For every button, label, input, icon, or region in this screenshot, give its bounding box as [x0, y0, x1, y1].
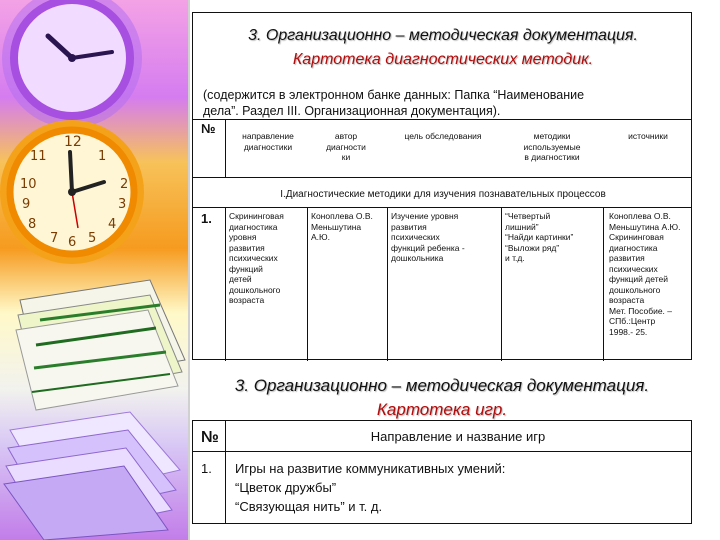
- cell-line: СПб.:Центр: [609, 316, 656, 326]
- storage-note-line1: (содержится в электронном банке данных: Папка “Наименование: [203, 88, 585, 102]
- row-author: [311, 211, 385, 243]
- svg-text:11: 11: [30, 149, 47, 164]
- cell-line: функций детей: [609, 274, 668, 284]
- cell-line: дошкольника: [391, 253, 444, 263]
- games-subtitle: Картотека игр.: [376, 400, 508, 419]
- svg-text:10: 10: [20, 177, 37, 192]
- row-direction: [229, 211, 305, 306]
- cell-line: диагностика: [229, 221, 278, 232]
- diagnostics-card-frame: [192, 12, 692, 360]
- cell-line: возраста: [609, 295, 645, 305]
- games-row-line2: “Цветок дружбы”: [235, 480, 337, 495]
- cell-line: развития: [609, 253, 645, 263]
- cell-line: лишний”: [505, 221, 539, 232]
- svg-text:9: 9: [22, 197, 31, 212]
- cell-line: возраста: [229, 295, 265, 305]
- cell-line: дошкольного: [609, 284, 661, 295]
- cell-line: А.Ю.: [311, 232, 330, 242]
- table-rule: [225, 207, 226, 361]
- cell-line: Меньшутина: [311, 221, 362, 232]
- storage-note-line2: дела”. Раздел III. Организационная документация).: [203, 104, 501, 118]
- cell-line: функций: [229, 263, 263, 274]
- cell-line: Коноплева О.В.: [311, 211, 373, 221]
- games-table: [192, 420, 692, 524]
- book-stack-icon: [4, 412, 180, 540]
- doc-subtitle: Картотека диагностических методик.: [292, 51, 594, 68]
- table-rule: [225, 119, 226, 177]
- slide-divider: [188, 0, 190, 540]
- purple-clock-icon: [2, 0, 142, 128]
- row-sources: [609, 211, 691, 337]
- table-rule: [387, 207, 388, 361]
- table-rule: [501, 207, 502, 361]
- cell-line: детей: [229, 274, 252, 284]
- cell-line: психических: [609, 263, 658, 274]
- table-rule: [307, 207, 308, 361]
- section-title: I.Диагностические методики для изучения познавательных процессов: [280, 189, 606, 200]
- cell-line: Коноплева О.В.: [609, 211, 671, 221]
- paper-stack-icon: [16, 280, 185, 410]
- cell-line: функций ребенка -: [391, 242, 465, 253]
- cell-line: 1998.- 25.: [609, 326, 648, 337]
- cell-line: психических: [391, 232, 440, 242]
- cell-line: уровня: [229, 232, 257, 242]
- storage-note: [203, 87, 683, 119]
- doc-title: 3. Организационно – методическая документация.: [248, 27, 638, 44]
- header-num: №: [201, 121, 216, 136]
- svg-text:4: 4: [108, 217, 117, 232]
- decorative-photo-strip: [0, 0, 190, 540]
- table-rule: [193, 451, 691, 452]
- cell-line: Мет. Пособие. –: [609, 305, 672, 316]
- games-header-num: №: [201, 429, 219, 446]
- row-num: 1.: [201, 211, 212, 226]
- table-rule: [193, 177, 691, 178]
- header-methods: методики используемые в диагностики: [523, 131, 581, 162]
- table-rule: [193, 207, 691, 208]
- cell-line: и т.д.: [505, 253, 525, 263]
- cell-line: “Выложи ряд”: [505, 242, 560, 253]
- row-goal: [391, 211, 499, 264]
- cell-line: развития: [229, 242, 265, 253]
- cell-line: диагностика: [609, 242, 658, 253]
- games-title: 3. Организационно – методическая документация.: [234, 376, 650, 395]
- orange-clock-icon: [0, 120, 144, 264]
- header-direction: направление диагностики: [242, 131, 294, 152]
- games-header-name: Направление и название игр: [370, 429, 546, 444]
- header-goal: цель обследования: [404, 131, 482, 141]
- cell-line: дошкольного: [229, 284, 281, 295]
- header-sources: источники: [628, 131, 668, 141]
- cell-line: Скрининговая: [229, 211, 284, 221]
- svg-text:7: 7: [50, 231, 59, 246]
- cell-line: Скрининговая: [609, 232, 664, 242]
- svg-text:5: 5: [88, 231, 97, 246]
- svg-text:2: 2: [120, 177, 129, 192]
- table-rule: [193, 119, 691, 120]
- cell-line: “Четвертый: [505, 211, 551, 221]
- games-row-line3: “Связующая нить” и т. д.: [235, 499, 383, 514]
- table-rule: [603, 207, 604, 361]
- header-author: автор диагности ки: [326, 131, 366, 162]
- decorative-illustration: [0, 0, 190, 540]
- svg-text:3: 3: [118, 197, 127, 212]
- svg-text:8: 8: [28, 217, 37, 232]
- games-row-content: [235, 459, 685, 516]
- svg-text:6: 6: [68, 235, 77, 250]
- cell-line: Изучение уровня: [391, 211, 459, 221]
- games-row-line1: Игры на развитие коммуникативных умений:: [235, 461, 506, 476]
- slide-content: [192, 0, 704, 540]
- svg-text:1: 1: [98, 149, 107, 164]
- cell-line: Меньшутина А.Ю.: [609, 221, 681, 232]
- cell-line: психических: [229, 253, 278, 263]
- cell-line: “Найди картинки”: [505, 232, 574, 242]
- row-methods: [505, 211, 601, 264]
- games-row-num: 1.: [201, 461, 212, 476]
- svg-text:12: 12: [64, 134, 82, 150]
- cell-line: развития: [391, 221, 427, 232]
